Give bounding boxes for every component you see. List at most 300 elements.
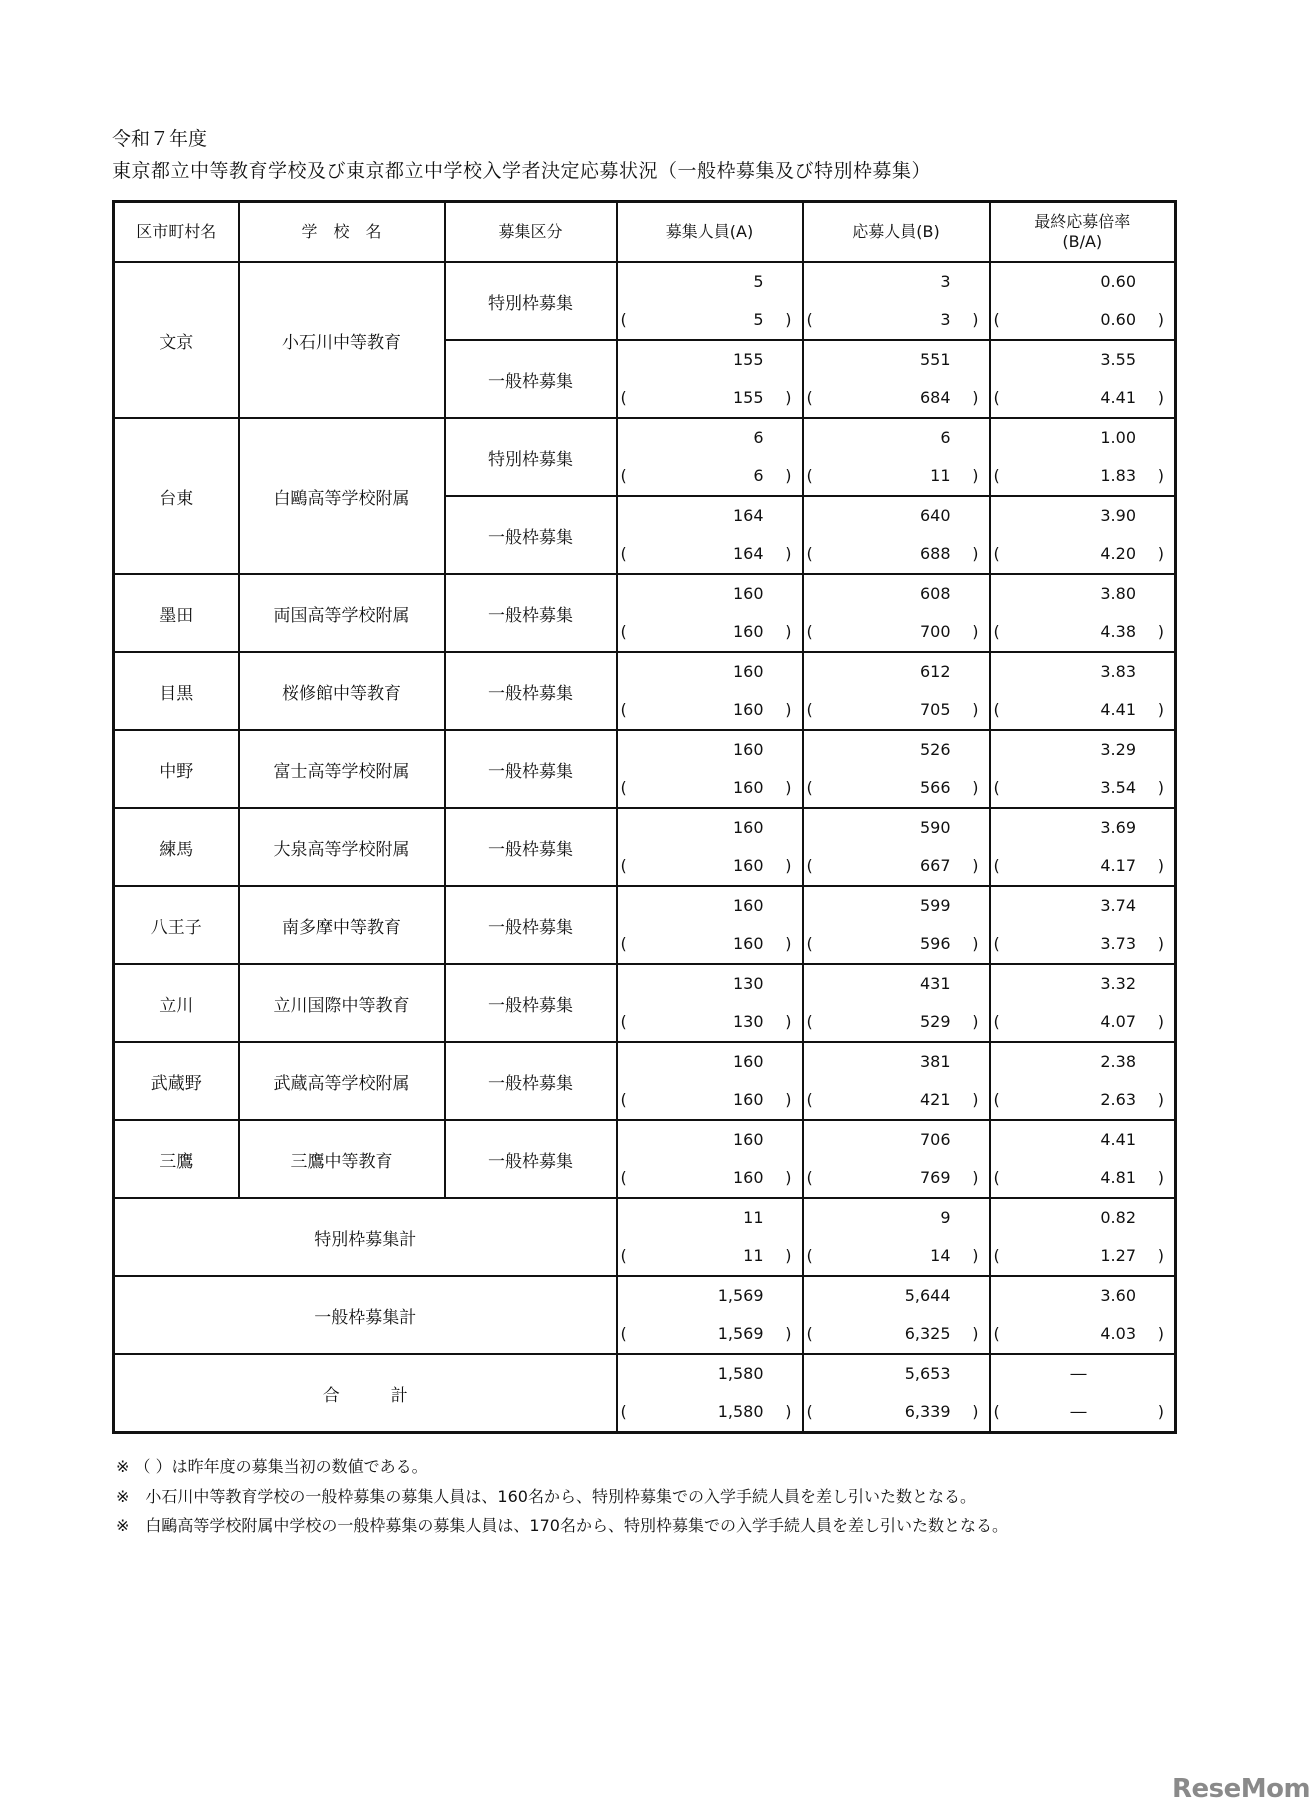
ratio-prev-cell [990,379,1176,418]
ratio-cell [990,1276,1176,1315]
ratio-prev-cell [990,1237,1176,1276]
applicants-value: 6 [940,428,951,447]
applicants-prev-value: 688 [919,544,951,563]
capacity-prev-value: 11 [743,1246,764,1265]
ratio-prev-cell [990,1003,1176,1042]
close-paren: ) [972,622,979,641]
document-year: 令和７年度 [112,128,208,150]
ratio-value: 3.60 [1100,1286,1136,1305]
ratio-prev-cell [990,613,1176,652]
close-paren: ) [785,1246,792,1265]
ratio-prev-value: 2.63 [1100,1090,1136,1109]
open-paren: ( [806,1168,813,1187]
close-paren: ) [1157,622,1164,641]
applicants-prev-cell [803,379,990,418]
applicants-cell [803,1120,990,1159]
ratio-prev-cell [990,769,1176,808]
applicants-prev-cell [803,925,990,964]
capacity-cell [617,964,803,1003]
recruitment-category: 一般枠募集 [445,574,617,652]
capacity-prev-cell [617,379,803,418]
ratio-cell [990,1354,1176,1393]
applicants-cell [803,1276,990,1315]
close-paren: ) [785,388,792,407]
ratio-cell [990,496,1176,535]
open-paren: ( [806,778,813,797]
applicants-value: 706 [919,1130,951,1149]
applicants-prev-cell [803,1159,990,1198]
open-paren: ( [993,1324,1000,1343]
ratio-cell [990,340,1176,379]
close-paren: ) [1157,1012,1164,1031]
capacity-cell [617,496,803,535]
applicants-value: 590 [919,818,951,837]
applicants-cell [803,652,990,691]
recruitment-category: 一般枠募集 [445,1042,617,1120]
applicants-prev-cell [803,301,990,340]
applicants-cell [803,262,990,301]
table-row [114,1120,1176,1159]
applicants-cell [803,1354,990,1393]
total-label: 特別枠募集計 [114,1198,617,1276]
district-name: 三鷹 [114,1120,239,1198]
close-paren: ) [972,1012,979,1031]
close-paren: ) [972,1324,979,1343]
capacity-prev-cell [617,301,803,340]
ratio-value: 3.90 [1100,506,1136,525]
capacity-value: 160 [732,584,764,603]
ratio-header-line2: (B/A) [1062,232,1103,251]
resemom-logo: ReseMom [1172,1774,1310,1804]
applicants-cell [803,574,990,613]
open-paren: ( [993,778,1000,797]
applicants-cell [803,964,990,1003]
capacity-prev-value: 160 [732,934,764,953]
capacity-prev-value: 130 [732,1012,764,1031]
applicants-prev-value: 6,339 [904,1402,951,1421]
ratio-cell [990,964,1176,1003]
ratio-prev-cell [990,535,1176,574]
open-paren: ( [993,622,1000,641]
school-name: 三鷹中等教育 [239,1120,445,1198]
close-paren: ) [972,310,979,329]
close-paren: ) [972,778,979,797]
close-paren: ) [972,544,979,563]
capacity-cell [617,1042,803,1081]
open-paren: ( [993,700,1000,719]
close-paren: ) [972,1090,979,1109]
table-header-row [114,202,1176,263]
ratio-prev-cell [990,301,1176,340]
column-header-capacity: 募集人員(A) [617,202,803,263]
column-header-category: 募集区分 [445,202,617,263]
close-paren: ) [1157,700,1164,719]
ratio-prev-cell [990,1081,1176,1120]
recruitment-category: 一般枠募集 [445,886,617,964]
ratio-cell [990,652,1176,691]
ratio-value: 3.80 [1100,584,1136,603]
capacity-prev-cell [617,1081,803,1120]
table-row [114,652,1176,691]
open-paren: ( [806,622,813,641]
capacity-value: 5 [753,272,764,291]
ratio-prev-cell [990,1315,1176,1354]
close-paren: ) [1157,1246,1164,1265]
close-paren: ) [785,1402,792,1421]
close-paren: ) [785,778,792,797]
capacity-value: 160 [732,740,764,759]
ratio-value: 0.82 [1100,1208,1136,1227]
applicants-prev-value: 566 [919,778,951,797]
district-name: 八王子 [114,886,239,964]
applicants-value: 9 [940,1208,951,1227]
recruitment-category: 一般枠募集 [445,964,617,1042]
school-name: 両国高等学校附属 [239,574,445,652]
close-paren: ) [785,1324,792,1343]
table-row [114,1042,1176,1081]
open-paren: ( [806,700,813,719]
close-paren: ) [972,700,979,719]
applicants-prev-value: 529 [919,1012,951,1031]
open-paren: ( [620,778,627,797]
open-paren: ( [620,934,627,953]
ratio-prev-value: 4.07 [1100,1012,1136,1031]
open-paren: ( [806,1402,813,1421]
capacity-value: 160 [732,662,764,681]
district-name: 台東 [114,418,239,574]
close-paren: ) [972,856,979,875]
open-paren: ( [993,934,1000,953]
capacity-value: 1,580 [717,1364,764,1383]
ratio-prev-value: 3.54 [1100,778,1136,797]
school-name: 立川国際中等教育 [239,964,445,1042]
close-paren: ) [1157,778,1164,797]
school-name: 白鷗高等学校附属 [239,418,445,574]
applicants-cell [803,886,990,925]
applicants-cell [803,496,990,535]
applicants-prev-cell [803,769,990,808]
close-paren: ) [972,1168,979,1187]
column-header-school: 学 校 名 [239,202,445,263]
capacity-prev-value: 160 [732,622,764,641]
applicants-prev-cell [803,691,990,730]
open-paren: ( [993,1090,1000,1109]
capacity-prev-value: 160 [732,856,764,875]
close-paren: ) [1157,310,1164,329]
capacity-cell [617,262,803,301]
capacity-prev-value: 160 [732,778,764,797]
ratio-prev-value: ― [1070,1402,1087,1421]
ratio-cell [990,418,1176,457]
capacity-prev-cell [617,769,803,808]
applicants-prev-value: 705 [919,700,951,719]
applicants-prev-cell [803,1081,990,1120]
close-paren: ) [785,934,792,953]
ratio-prev-value: 3.73 [1100,934,1136,953]
capacity-value: 160 [732,818,764,837]
column-header-ratio [990,202,1176,263]
total-row [114,1198,1176,1237]
ratio-prev-value: 0.60 [1100,310,1136,329]
applicants-cell [803,1198,990,1237]
capacity-prev-value: 1,569 [717,1324,764,1343]
close-paren: ) [1157,466,1164,485]
close-paren: ) [1157,1324,1164,1343]
ratio-prev-value: 4.03 [1100,1324,1136,1343]
applicants-value: 612 [919,662,951,681]
ratio-prev-value: 4.41 [1100,388,1136,407]
applicants-prev-cell [803,613,990,652]
applicants-cell [803,1042,990,1081]
applicants-value: 5,644 [904,1286,951,1305]
open-paren: ( [993,1246,1000,1265]
capacity-cell [617,808,803,847]
applicants-value: 3 [940,272,951,291]
open-paren: ( [620,388,627,407]
ratio-prev-cell [990,1393,1176,1433]
ratio-value: 3.74 [1100,896,1136,915]
close-paren: ) [972,1246,979,1265]
open-paren: ( [806,934,813,953]
open-paren: ( [993,388,1000,407]
applicants-value: 608 [919,584,951,603]
ratio-value: 3.69 [1100,818,1136,837]
table-row [114,730,1176,769]
ratio-prev-cell [990,457,1176,496]
ratio-value: 0.60 [1100,272,1136,291]
close-paren: ) [785,544,792,563]
total-row [114,1354,1176,1393]
ratio-cell [990,886,1176,925]
ratio-value: 2.38 [1100,1052,1136,1071]
close-paren: ) [1157,544,1164,563]
close-paren: ) [1157,1168,1164,1187]
capacity-value: 1,569 [717,1286,764,1305]
applicants-cell [803,730,990,769]
applicants-prev-cell [803,1003,990,1042]
applicants-prev-value: 684 [919,388,951,407]
applicants-prev-cell [803,1315,990,1354]
open-paren: ( [806,1012,813,1031]
capacity-value: 11 [743,1208,764,1227]
capacity-value: 160 [732,1052,764,1071]
ratio-cell [990,730,1176,769]
open-paren: ( [993,1168,1000,1187]
recruitment-category: 特別枠募集 [445,418,617,496]
open-paren: ( [620,1246,627,1265]
open-paren: ( [806,544,813,563]
applicants-prev-value: 667 [919,856,951,875]
applicants-cell [803,808,990,847]
table-row [114,964,1176,1003]
ratio-prev-value: 4.20 [1100,544,1136,563]
total-label: 一般枠募集計 [114,1276,617,1354]
ratio-prev-value: 1.27 [1100,1246,1136,1265]
applicants-prev-value: 11 [930,466,951,485]
applicants-value: 551 [919,350,951,369]
capacity-value: 155 [732,350,764,369]
capacity-prev-value: 5 [753,310,764,329]
open-paren: ( [993,1402,1000,1421]
close-paren: ) [1157,388,1164,407]
close-paren: ) [972,388,979,407]
note: ※ （ ）は昨年度の募集当初の数値である。 [116,1457,428,1476]
capacity-prev-cell [617,1003,803,1042]
table-body [114,262,1176,1433]
applicants-prev-value: 700 [919,622,951,641]
capacity-value: 130 [732,974,764,993]
capacity-prev-value: 160 [732,700,764,719]
applicants-prev-value: 3 [940,310,951,329]
notes [116,1452,1008,1541]
open-paren: ( [620,544,627,563]
applicants-cell [803,418,990,457]
capacity-cell [617,574,803,613]
open-paren: ( [620,1168,627,1187]
open-paren: ( [806,310,813,329]
open-paren: ( [620,856,627,875]
capacity-prev-cell [617,613,803,652]
capacity-cell [617,340,803,379]
close-paren: ) [785,1012,792,1031]
district-name: 武蔵野 [114,1042,239,1120]
ratio-value: ― [1070,1364,1087,1383]
capacity-prev-cell [617,457,803,496]
close-paren: ) [1157,856,1164,875]
open-paren: ( [620,466,627,485]
close-paren: ) [785,1090,792,1109]
table-row [114,418,1176,457]
capacity-prev-cell [617,1159,803,1198]
ratio-prev-value: 4.17 [1100,856,1136,875]
ratio-value: 3.32 [1100,974,1136,993]
note: ※ 白鷗高等学校附属中学校の一般枠募集の募集人員は、170名から、特別枠募集での入学手続人員を差し引いた数となる。 [116,1516,1008,1535]
district-name: 墨田 [114,574,239,652]
capacity-cell [617,1198,803,1237]
ratio-prev-value: 4.38 [1100,622,1136,641]
applicants-value: 381 [919,1052,951,1071]
open-paren: ( [620,1090,627,1109]
open-paren: ( [806,1324,813,1343]
applicants-prev-cell [803,847,990,886]
close-paren: ) [1157,1090,1164,1109]
applicants-cell [803,340,990,379]
document-title: 東京都立中等教育学校及び東京都立中学校入学者決定応募状況（一般枠募集及び特別枠募集） [112,160,932,182]
ratio-prev-value: 4.41 [1100,700,1136,719]
applicants-prev-value: 769 [919,1168,951,1187]
capacity-cell [617,730,803,769]
close-paren: ) [1157,1402,1164,1421]
district-name: 立川 [114,964,239,1042]
capacity-prev-cell [617,535,803,574]
open-paren: ( [993,856,1000,875]
applicants-prev-value: 596 [919,934,951,953]
table-row [114,574,1176,613]
recruitment-category: 一般枠募集 [445,652,617,730]
open-paren: ( [993,544,1000,563]
capacity-cell [617,886,803,925]
school-name: 桜修館中等教育 [239,652,445,730]
applicants-value: 599 [919,896,951,915]
district-name: 目黒 [114,652,239,730]
open-paren: ( [620,1402,627,1421]
close-paren: ) [785,856,792,875]
table-row [114,886,1176,925]
close-paren: ) [785,310,792,329]
capacity-prev-value: 6 [753,466,764,485]
open-paren: ( [620,1324,627,1343]
applicants-prev-value: 6,325 [904,1324,951,1343]
ratio-prev-cell [990,691,1176,730]
open-paren: ( [993,310,1000,329]
open-paren: ( [620,1012,627,1031]
applicants-prev-value: 421 [919,1090,951,1109]
ratio-value: 3.55 [1100,350,1136,369]
ratio-cell [990,574,1176,613]
capacity-prev-value: 160 [732,1090,764,1109]
capacity-prev-value: 1,580 [717,1402,764,1421]
capacity-value: 6 [753,428,764,447]
ratio-prev-cell [990,1159,1176,1198]
open-paren: ( [806,388,813,407]
district-name: 練馬 [114,808,239,886]
capacity-prev-cell [617,925,803,964]
close-paren: ) [785,622,792,641]
applicants-prev-cell [803,1393,990,1433]
open-paren: ( [620,310,627,329]
applicants-value: 5,653 [904,1364,951,1383]
capacity-prev-value: 160 [732,1168,764,1187]
ratio-header-line1: 最終応募倍率 [1034,212,1131,231]
ratio-cell [990,1042,1176,1081]
capacity-cell [617,1276,803,1315]
close-paren: ) [972,934,979,953]
recruitment-category: 一般枠募集 [445,730,617,808]
capacity-prev-cell [617,1393,803,1433]
school-name: 武蔵高等学校附属 [239,1042,445,1120]
capacity-value: 160 [732,896,764,915]
table-row [114,262,1176,301]
ratio-value: 3.29 [1100,740,1136,759]
open-paren: ( [806,1090,813,1109]
applicants-prev-cell [803,535,990,574]
close-paren: ) [785,700,792,719]
ratio-cell [990,1120,1176,1159]
ratio-prev-value: 4.81 [1100,1168,1136,1187]
capacity-cell [617,652,803,691]
ratio-value: 4.41 [1100,1130,1136,1149]
close-paren: ) [785,466,792,485]
school-name: 小石川中等教育 [239,262,445,418]
capacity-prev-cell [617,1237,803,1276]
recruitment-category: 一般枠募集 [445,808,617,886]
school-name: 南多摩中等教育 [239,886,445,964]
close-paren: ) [972,466,979,485]
open-paren: ( [993,466,1000,485]
capacity-value: 160 [732,1130,764,1149]
capacity-prev-cell [617,691,803,730]
capacity-prev-value: 155 [732,388,764,407]
capacity-prev-cell [617,1315,803,1354]
capacity-prev-value: 164 [732,544,764,563]
note: ※ 小石川中等教育学校の一般枠募集の募集人員は、160名から、特別枠募集での入学手続人員を差し引いた数となる。 [116,1486,976,1506]
applicants-value: 431 [919,974,951,993]
capacity-value: 164 [732,506,764,525]
applicants-prev-value: 14 [930,1246,951,1265]
close-paren: ) [785,1168,792,1187]
ratio-cell [990,808,1176,847]
column-header-applicants: 応募人員(B) [803,202,990,263]
